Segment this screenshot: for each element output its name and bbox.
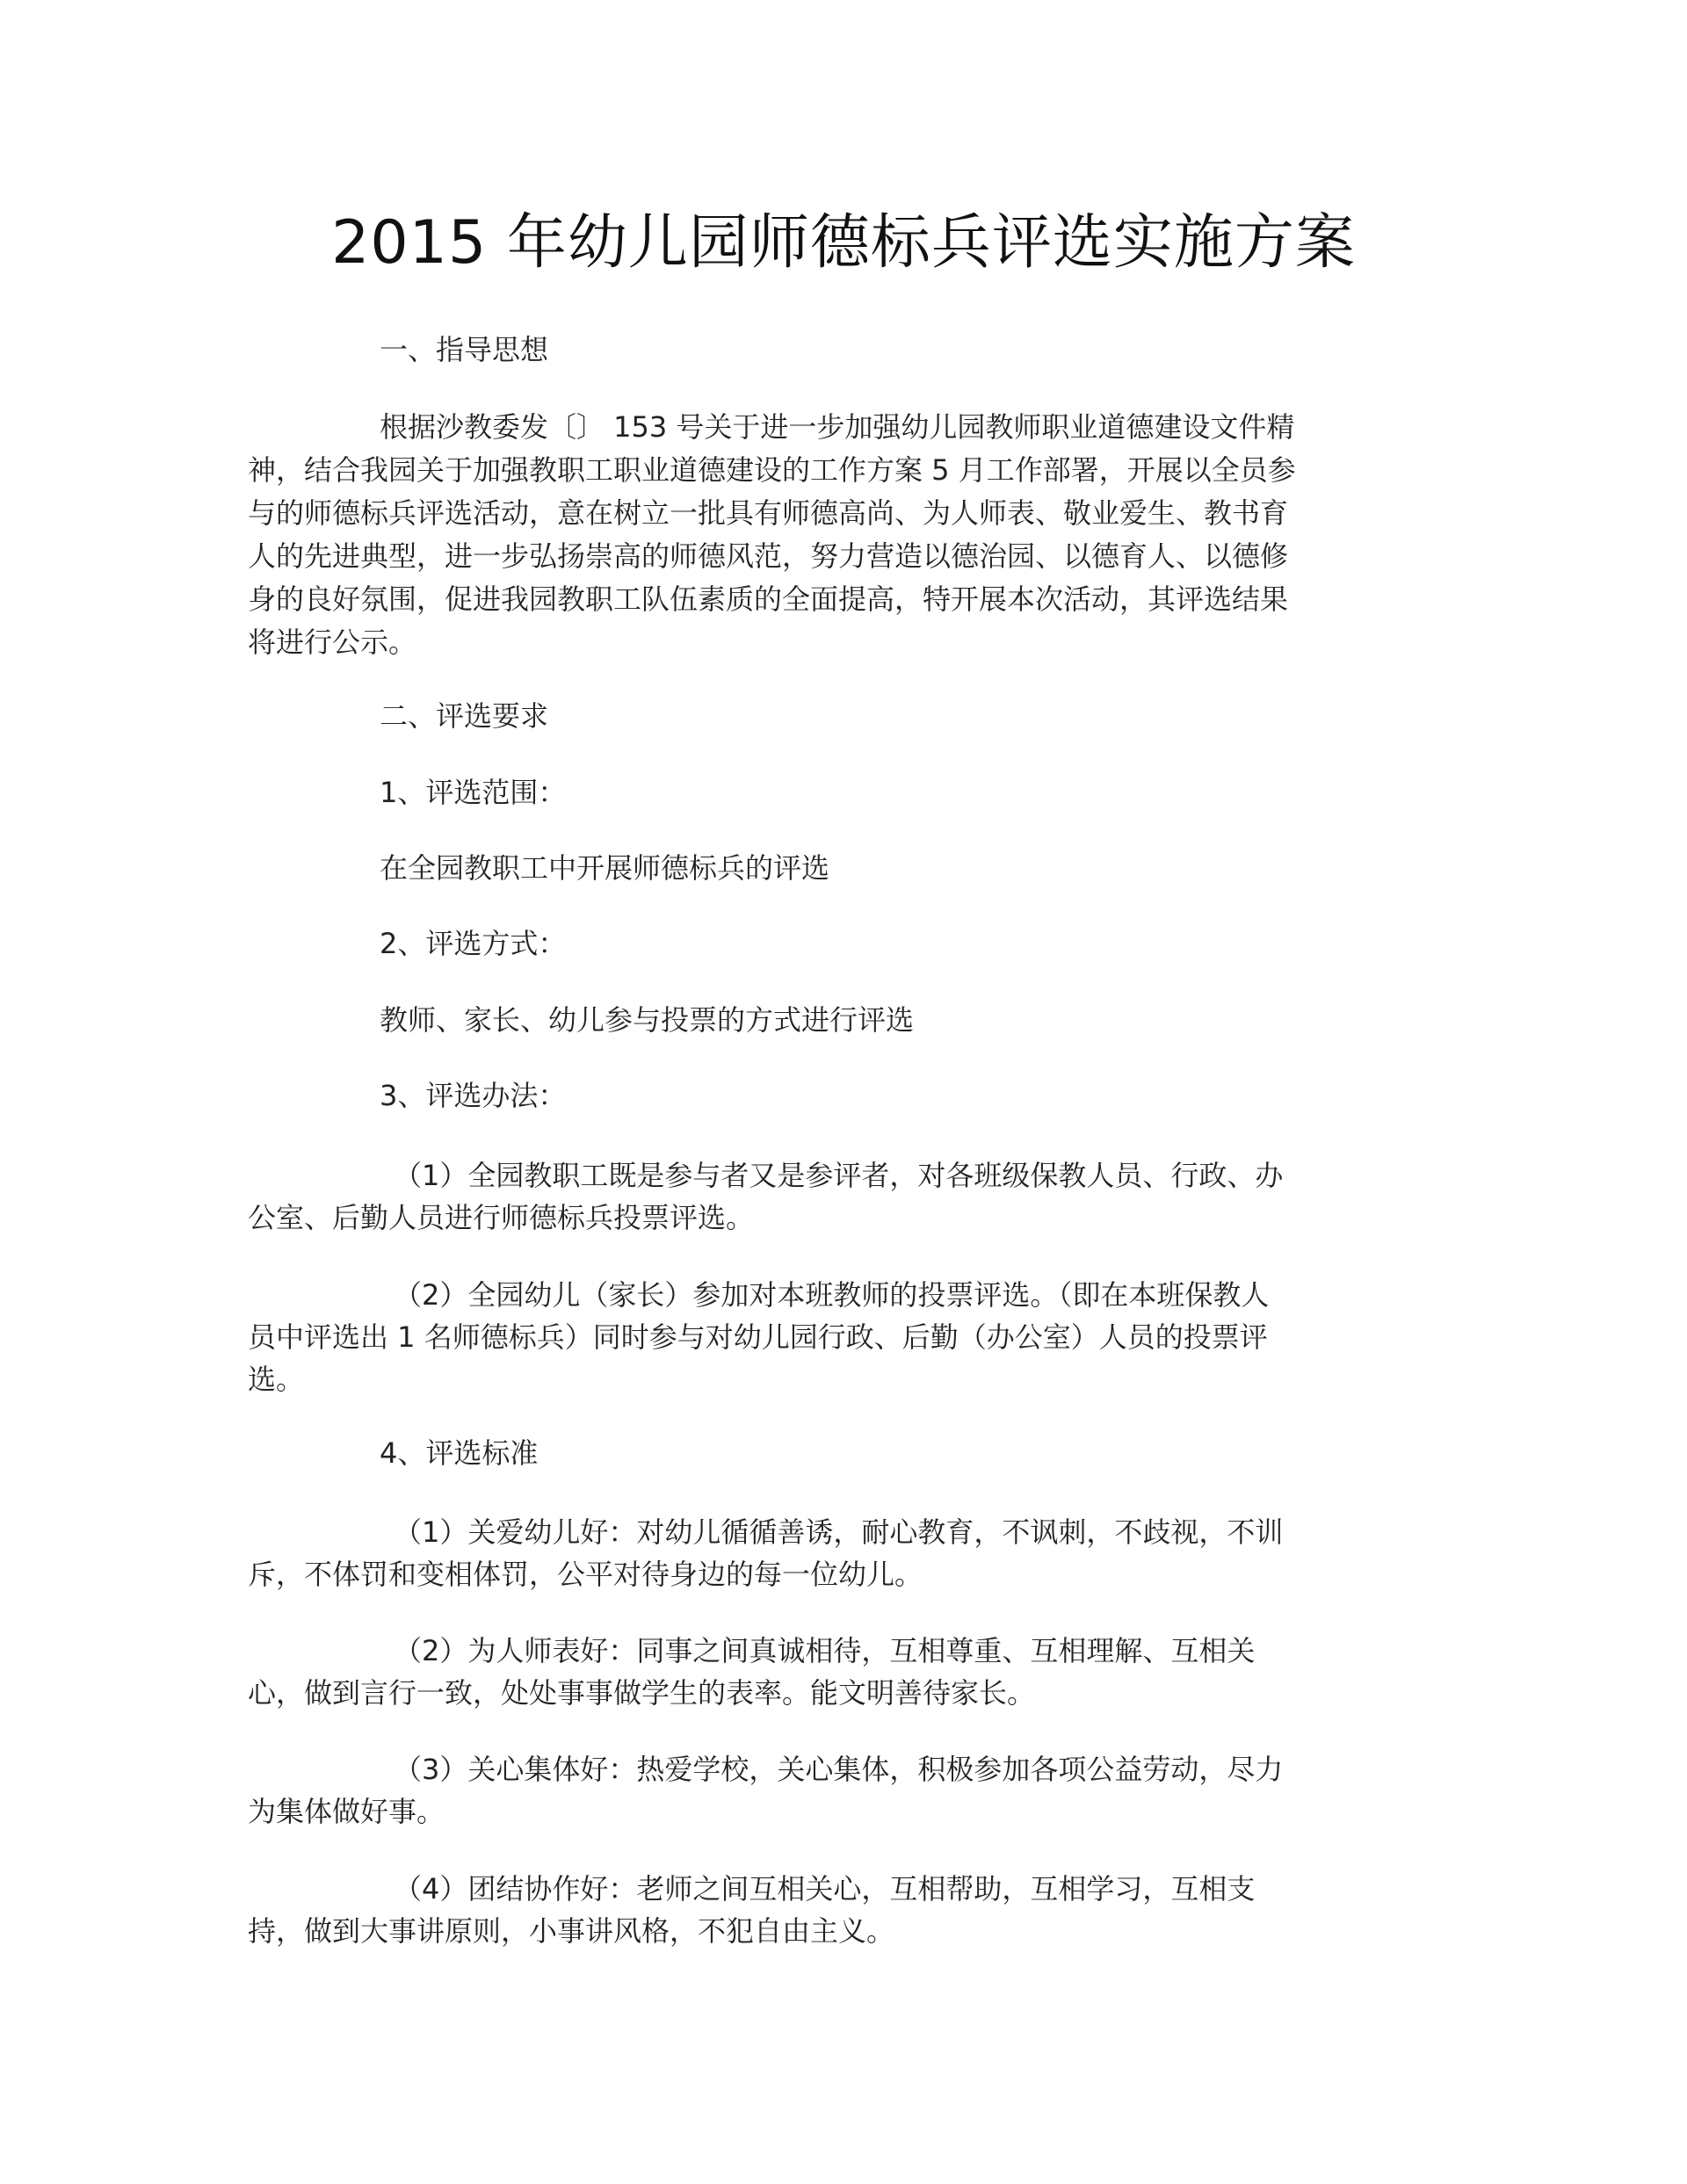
procedure-1-line: 公室、后勤人员进行师德标兵投票评选。 <box>248 1201 755 1234</box>
item-label-method: 2、评选方式： <box>380 927 567 960</box>
item-label-scope: 1、评选范围： <box>380 776 567 809</box>
paragraph-line: 神，结合我园关于加强教职工职业道德建设的工作方案 5 月工作部署，开展以全员参 <box>248 453 1296 487</box>
paragraph-line: 与的师德标兵评选活动，意在树立一批具有师德高尚、为人师表、敬业爱生、教书育 <box>248 496 1289 530</box>
procedure-2-line: 员中评选出 1 名师德标兵）同时参与对幼儿园行政、后勤（办公室）人员的投票评 <box>248 1320 1268 1354</box>
section-heading-guiding-thought: 一、指导思想 <box>380 333 549 366</box>
paragraph-line: 根据沙教委发〔〕 153 号关于进一步加强幼儿园教师职业道德建设文件精 <box>380 410 1295 444</box>
paragraph-line: 身的良好氛围，促进我园教职工队伍素质的全面提高，特开展本次活动，其评选结果 <box>248 582 1289 616</box>
procedure-2-line: （2）全园幼儿（家长）参加对本班教师的投票评选。（即在本班保教人 <box>394 1278 1270 1312</box>
item-label-criteria: 4、评选标准 <box>380 1436 539 1470</box>
criteria-2-line: （2）为人师表好：同事之间真诚相待，互相尊重、互相理解、互相关 <box>394 1634 1256 1667</box>
criteria-3-line: 为集体做好事。 <box>248 1795 445 1828</box>
procedure-1-line: （1）全园教职工既是参与者又是参评者，对各班级保教人员、行政、办 <box>394 1159 1284 1192</box>
criteria-3-line: （3）关心集体好：热爱学校，关心集体，积极参加各项公益劳动，尽力 <box>394 1753 1284 1786</box>
criteria-1-line: 斥，不体罚和变相体罚，公平对待身边的每一位幼儿。 <box>248 1558 923 1591</box>
procedure-2-line: 选。 <box>248 1363 305 1396</box>
paragraph-line: 将进行公示。 <box>248 626 417 659</box>
document-title: 2015 年幼儿园师德标兵评选实施方案 <box>331 208 1356 278</box>
section-heading-requirements: 二、评选要求 <box>380 699 549 733</box>
criteria-1-line: （1）关爱幼儿好：对幼儿循循善诱，耐心教育，不讽刺，不歧视，不训 <box>394 1515 1284 1549</box>
paragraph-line: 人的先进典型，进一步弘扬崇高的师德风范，努力营造以德治园、以德育人、以德修 <box>248 539 1289 573</box>
item-text-scope: 在全园教职工中开展师德标兵的评选 <box>380 851 830 885</box>
criteria-4-line: 持，做到大事讲原则，小事讲风格，不犯自由主义。 <box>248 1914 895 1948</box>
item-text-method: 教师、家长、幼儿参与投票的方式进行评选 <box>380 1003 915 1037</box>
criteria-2-line: 心，做到言行一致，处处事事做学生的表率。能文明善待家长。 <box>248 1676 1036 1710</box>
criteria-4-line: （4）团结协作好：老师之间互相关心，互相帮助，互相学习，互相支 <box>394 1872 1256 1906</box>
item-label-procedure: 3、评选办法： <box>380 1079 567 1112</box>
